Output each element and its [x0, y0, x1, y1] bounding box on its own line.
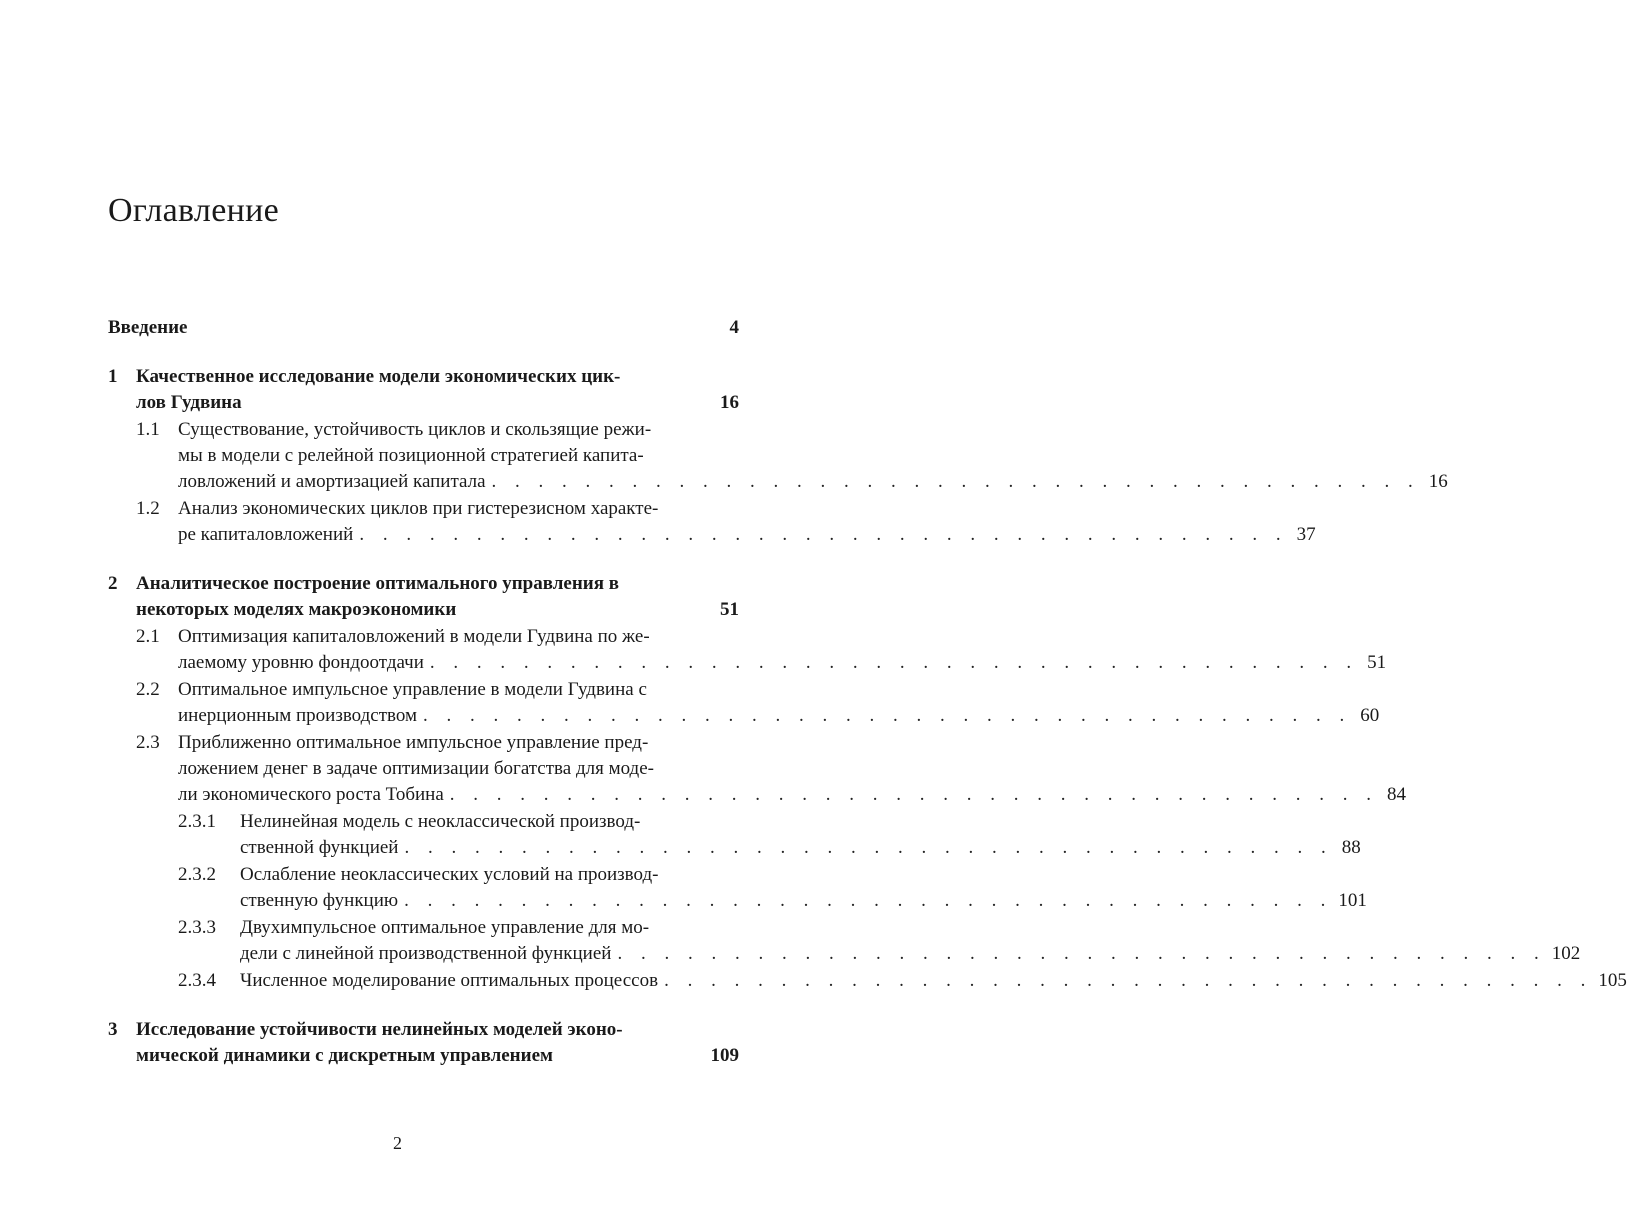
toc-s2-3-4-line1: Численное моделирование оптимальных процессов: [240, 970, 659, 991]
dot-leader: . . . . . . . . . . . . . . . . . . . . . . . . . . . . . . . . . . . . . . . .: [423, 705, 1352, 726]
toc-s2-3-2-number: 2.3.2: [178, 864, 216, 885]
toc-ch2-title-line2[interactable]: некоторых моделях макроэкономики: [136, 599, 457, 620]
toc-s1-2-number: 1.2: [136, 498, 160, 519]
toc-ch1-title-line2[interactable]: лов Гудвина: [136, 392, 242, 413]
toc-s1-2-page: 37: [1296, 524, 1316, 545]
toc-s1-1-line1[interactable]: Существование, устойчивость циклов и скользящие режи-: [178, 419, 652, 440]
toc-ch1-title-line1[interactable]: Качественное исследование модели экономических цик-: [136, 366, 621, 387]
toc-intro-label[interactable]: Введение: [108, 317, 188, 338]
toc-s2-3-1-page: 88: [1341, 837, 1361, 858]
page-title: Оглавление: [108, 192, 279, 229]
toc-s2-3-entry[interactable]: [178, 782, 1407, 808]
toc-s2-3-3-entry[interactable]: [240, 941, 1581, 967]
toc-s2-3-2-page: 101: [1338, 890, 1367, 911]
toc-ch3-title-line2[interactable]: мической динамики с дискретным управлением: [136, 1045, 553, 1066]
toc-s2-3-1-number: 2.3.1: [178, 811, 216, 832]
toc-s2-2-entry[interactable]: [178, 703, 1380, 729]
toc-s2-3-3-line2: дели с линейной производственной функцией: [240, 943, 612, 964]
toc-s1-2-line1[interactable]: Анализ экономических циклов при гистерезисном характе-: [178, 498, 659, 519]
toc-s2-3-line2[interactable]: ложением денег в задаче оптимизации богатства для моде-: [178, 758, 654, 779]
toc-s2-1-line2: лаемому уровню фондоотдачи: [178, 652, 424, 673]
dot-leader: . . . . . . . . . . . . . . . . . . . . . . . . . . . . . . . . . . . . . . . .: [429, 652, 1359, 673]
toc-ch3-number: 3: [108, 1019, 118, 1040]
toc-s1-1-entry[interactable]: [178, 469, 1448, 495]
toc-ch3-title-line1[interactable]: Исследование устойчивости нелинейных моделей эконо-: [136, 1019, 623, 1040]
toc-s2-1-number: 2.1: [136, 626, 160, 647]
dot-leader: . . . . . . . . . . . . . . . . . . . . . . . . . . . . . . . . . . . . . . . .: [664, 970, 1593, 991]
toc-s1-1-line2[interactable]: мы в модели с релейной позиционной стратегией капита-: [178, 445, 644, 466]
toc-s1-2-line2: ре капиталовложений: [178, 524, 354, 545]
toc-s2-2-line1[interactable]: Оптимальное импульсное управление в модели Гудвина с: [178, 679, 647, 700]
toc-s2-3-number: 2.3: [136, 732, 160, 753]
dot-leader: . . . . . . . . . . . . . . . . . . . . . . . . . . . . . . . . . . . . . . . .: [491, 471, 1420, 492]
toc-s1-1-line3: ловложений и амортизацией капитала: [178, 471, 486, 492]
toc-s2-1-line1[interactable]: Оптимизация капиталовложений в модели Гудвина по же-: [178, 626, 650, 647]
dot-leader: . . . . . . . . . . . . . . . . . . . . . . . . . . . . . . . . . . . . . . . .: [359, 524, 1288, 545]
toc-s2-2-line2: инерционным производством: [178, 705, 418, 726]
toc-intro-page[interactable]: 4: [729, 317, 739, 338]
toc-s2-3-3-page: 102: [1551, 943, 1581, 964]
toc-s2-3-4-number: 2.3.4: [178, 970, 216, 991]
toc-s2-3-2-entry[interactable]: [240, 888, 1367, 914]
toc-ch1-number: 1: [108, 366, 118, 387]
dot-leader: . . . . . . . . . . . . . . . . . . . . . . . . . . . . . . . . . . . . . . . .: [404, 837, 1333, 858]
toc-s2-3-4-page: 105: [1598, 970, 1627, 991]
toc-s2-2-page: 60: [1360, 705, 1380, 726]
toc-s2-3-1-line1[interactable]: Нелинейная модель с неоклассической производ-: [240, 811, 641, 832]
toc-s2-2-number: 2.2: [136, 679, 160, 700]
dot-leader: . . . . . . . . . . . . . . . . . . . . . . . . . . . . . . . . . . . . . . . .: [404, 890, 1333, 911]
toc-s2-1-entry[interactable]: [178, 650, 1387, 676]
dot-leader: . . . . . . . . . . . . . . . . . . . . . . . . . . . . . . . . . . . . . . . .: [449, 784, 1379, 805]
toc-s2-3-line3: ли экономического роста Тобина: [178, 784, 444, 805]
toc-s2-3-page: 84: [1387, 784, 1407, 805]
toc-s1-1-number: 1.1: [136, 419, 160, 440]
toc-ch2-title-line1[interactable]: Аналитическое построение оптимального управления в: [136, 573, 620, 594]
toc-s2-3-4-entry[interactable]: [240, 968, 1627, 994]
dot-leader: . . . . . . . . . . . . . . . . . . . . . . . . . . . . . . . . . . . . . . . .: [617, 943, 1546, 964]
toc-s1-1-page: 16: [1428, 471, 1448, 492]
toc-s2-3-2-line1[interactable]: Ослабление неоклассических условий на производ-: [240, 864, 659, 885]
toc-s2-3-3-line1[interactable]: Двухимпульсное оптимальное управление для мо-: [240, 917, 650, 938]
page-number: 2: [393, 1133, 402, 1153]
toc-ch2-page[interactable]: 51: [720, 599, 739, 620]
toc-s2-3-line1[interactable]: Приближенно оптимальное импульсное управление пред-: [178, 732, 649, 753]
toc-s1-2-entry[interactable]: [178, 522, 1316, 548]
toc-s2-3-3-number: 2.3.3: [178, 917, 216, 938]
toc-ch2-number: 2: [108, 573, 118, 594]
toc-ch1-page[interactable]: 16: [720, 392, 739, 413]
toc-ch3-page[interactable]: 109: [710, 1045, 739, 1066]
toc-s2-3-1-line2: ственной функцией: [240, 837, 399, 858]
toc-s2-1-page: 51: [1367, 652, 1387, 673]
toc-s2-3-1-entry[interactable]: [240, 835, 1361, 861]
toc-s2-3-2-line2: ственную функцию: [240, 890, 399, 911]
